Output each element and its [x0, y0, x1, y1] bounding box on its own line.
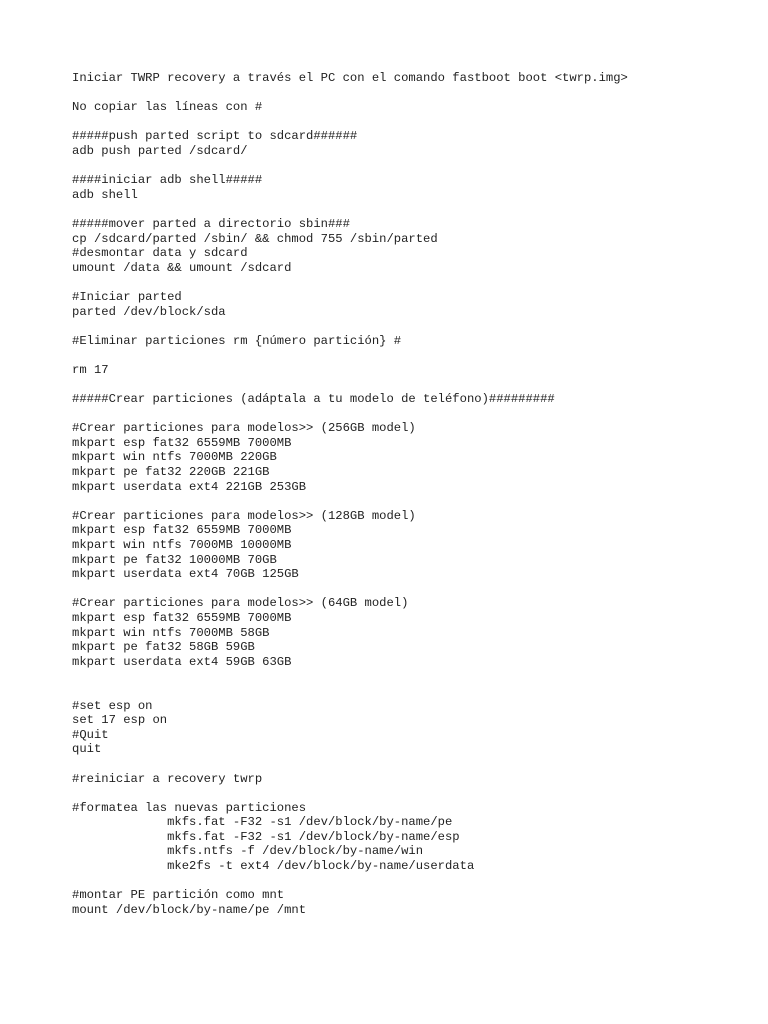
- text-line: mkfs.ntfs -f /dev/block/by-name/win: [72, 844, 424, 859]
- text-line: mkpart esp fat32 6559MB 7000MB: [72, 610, 292, 625]
- text-line: rm 17: [72, 362, 109, 377]
- text-line: mkpart userdata ext4 70GB 125GB: [72, 567, 299, 582]
- text-line: mkfs.fat -F32 -s1 /dev/block/by-name/pe: [72, 815, 453, 830]
- text-line: ####iniciar adb shell#####: [72, 173, 263, 188]
- text-line: #desmontar data y sdcard: [72, 246, 248, 261]
- blank-line: [72, 115, 752, 130]
- text-line: mkpart esp fat32 6559MB 7000MB: [72, 523, 292, 538]
- blank-line: [72, 874, 752, 889]
- text-line: #set esp on: [72, 698, 153, 713]
- text-line: set 17 esp on: [72, 713, 168, 728]
- blank-line: [72, 582, 752, 597]
- text-line: #Eliminar particiones rm {número partición} #: [72, 333, 402, 348]
- text-line: mkpart pe fat32 58GB 59GB: [72, 640, 255, 655]
- text-line: mke2fs -t ext4 /dev/block/by-name/userdata: [72, 859, 475, 874]
- text-line: #Iniciar parted: [72, 289, 182, 304]
- blank-line: [72, 684, 752, 699]
- text-line: mkpart pe fat32 220GB 221GB: [72, 465, 270, 480]
- text-line: mkfs.fat -F32 -s1 /dev/block/by-name/esp: [72, 829, 460, 844]
- text-line: #reiniciar a recovery twrp: [72, 771, 263, 786]
- text-line: cp /sdcard/parted /sbin/ && chmod 755 /sbin/parted: [72, 231, 438, 246]
- text-line: #formatea las nuevas particiones: [72, 800, 307, 815]
- blank-line: [72, 377, 752, 392]
- document-page: [72, 71, 752, 917]
- text-line: mkpart esp fat32 6559MB 7000MB: [72, 435, 292, 450]
- blank-line: [72, 494, 752, 509]
- blank-line: [72, 159, 752, 174]
- text-line: #Crear particiones para modelos>> (256GB model): [72, 421, 416, 436]
- text-line: No copiar las líneas con #: [72, 100, 263, 115]
- text-line: mkpart win ntfs 7000MB 220GB: [72, 450, 277, 465]
- blank-line: [72, 86, 752, 101]
- text-line: mkpart win ntfs 7000MB 10000MB: [72, 538, 292, 552]
- text-line: #####push parted script to sdcard######: [72, 129, 358, 144]
- blank-line: [72, 407, 752, 422]
- blank-line: [72, 348, 752, 363]
- blank-line: [72, 669, 752, 684]
- text-line: #Crear particiones para modelos>> (64GB model): [72, 596, 409, 611]
- blank-line: [72, 786, 752, 801]
- text-line: mkpart userdata ext4 221GB 253GB: [72, 479, 307, 494]
- text-line: parted /dev/block/sda: [72, 304, 226, 319]
- blank-line: [72, 275, 752, 290]
- text-line: mkpart win ntfs 7000MB 58GB: [72, 625, 270, 640]
- text-line: quit: [72, 742, 102, 757]
- blank-line: [72, 202, 752, 217]
- text-line: #montar PE partición como mnt: [72, 888, 285, 903]
- text-line: adb shell: [72, 187, 138, 202]
- text-line: umount /data && umount /sdcard: [72, 260, 292, 275]
- text-line: #Quit: [72, 727, 109, 742]
- blank-line: [72, 319, 752, 334]
- blank-line: [72, 757, 752, 772]
- text-line: mkpart userdata ext4 59GB 63GB: [72, 654, 292, 669]
- text-line: #####Crear particiones (adáptala a tu modelo de teléfono)#########: [72, 392, 555, 407]
- text-line: adb push parted /sdcard/: [72, 143, 248, 158]
- text-line: Iniciar TWRP recovery a través el PC con el comando fastboot boot <twrp.img>: [72, 71, 628, 85]
- text-line: mkpart pe fat32 10000MB 70GB: [72, 552, 277, 567]
- text-line: mount /dev/block/by-name/pe /mnt: [72, 902, 307, 917]
- text-line: #Crear particiones para modelos>> (128GB model): [72, 508, 416, 523]
- text-line: #####mover parted a directorio sbin###: [72, 216, 350, 231]
